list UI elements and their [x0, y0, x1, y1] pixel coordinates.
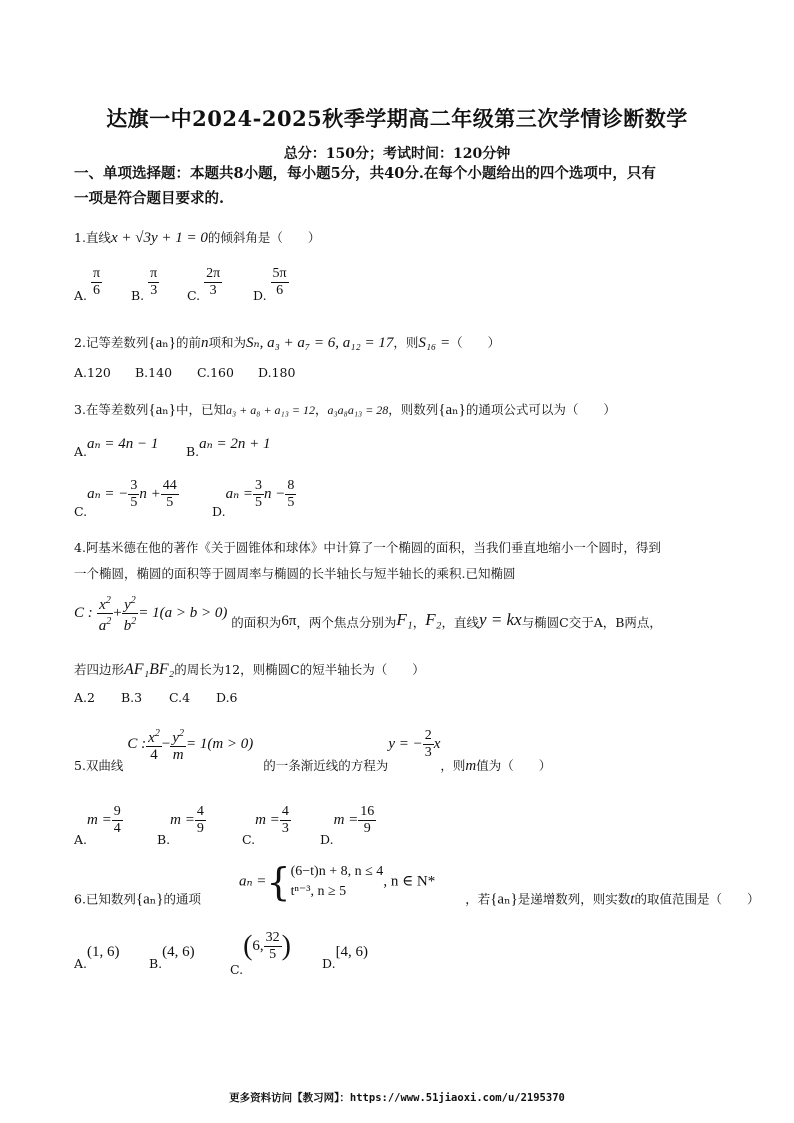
- q6-option-d-value: [4, 6): [335, 944, 369, 960]
- q6-c-den: 5: [269, 947, 277, 962]
- q1-option-c-fraction: [204, 266, 222, 299]
- q3-expression-2: a₃a₈a₁₃ = 28: [327, 403, 389, 417]
- q6-option-a-label: A.: [74, 956, 88, 971]
- q5-c-den: 3: [281, 821, 289, 836]
- q5-minus: −: [161, 736, 171, 752]
- q5-d-num: 16: [360, 804, 375, 819]
- q5-suffix: 值为（ ）: [476, 758, 552, 773]
- q3-d-frac2: [285, 478, 296, 511]
- q3-option-a-label: A.: [74, 444, 88, 459]
- q4-line4-pre: 若四边形: [74, 662, 125, 677]
- q5-frac-y: [170, 726, 186, 763]
- q4-mid2: ，两个焦点分别为: [296, 615, 397, 630]
- q6-c-num: 32: [265, 930, 280, 945]
- q5-b-frac: [195, 804, 206, 837]
- q2-n: n: [201, 335, 209, 351]
- q1-b-num: π: [150, 266, 158, 281]
- q6-c-frac: [264, 930, 282, 963]
- q4-a2: $a^2$: [98, 616, 112, 634]
- q1-suffix: 的倾斜角是（ ）: [207, 230, 321, 245]
- q2-suffix: （ ）: [450, 335, 501, 350]
- q1-option-a[interactable]: [74, 266, 102, 303]
- q5-eq-post: = 1(m > 0): [185, 736, 254, 752]
- q1-option-d[interactable]: [253, 266, 289, 303]
- q6-sequence-2: {aₙ}: [490, 891, 518, 908]
- question-5-stem: [74, 726, 551, 775]
- question-6-stem: [74, 862, 759, 909]
- q4-comma: ，: [412, 615, 426, 630]
- q1-option-d-fraction: [271, 266, 289, 299]
- q4-option-d[interactable]: D.6: [216, 690, 238, 705]
- q6-brace: {: [266, 860, 291, 904]
- q3-option-d-pre: aₙ =: [225, 486, 254, 502]
- q5-c-num: 4: [281, 804, 289, 819]
- q4-plus: +: [113, 605, 122, 621]
- q1-option-a-label: A.: [74, 288, 88, 303]
- q5-d-m: m =: [333, 812, 359, 828]
- q2-ask: S₁₆ =: [418, 335, 451, 351]
- q3-c-frac1: [128, 478, 139, 511]
- q6-option-b-label: B.: [149, 956, 163, 971]
- q3-mid2: ，则数列: [388, 402, 439, 417]
- q4-frac-x: [97, 593, 114, 634]
- q3-option-b-expr: aₙ = 2n + 1: [199, 436, 271, 452]
- q3-c-n1: 3: [130, 478, 138, 493]
- q5-option-a[interactable]: [74, 804, 123, 847]
- q3-option-d[interactable]: [212, 478, 296, 519]
- question-2-stem: [74, 333, 500, 352]
- q5-d-frac: [358, 804, 376, 837]
- q4-line-4: [74, 660, 425, 679]
- q1-option-a-fraction: [91, 266, 102, 299]
- q1-option-b-label: B.: [131, 288, 145, 303]
- q5-b-m: m =: [170, 812, 195, 828]
- q5-m: m: [465, 758, 477, 774]
- q5-prefix: 5.双曲线: [74, 758, 124, 773]
- q4-option-a[interactable]: A.2: [74, 690, 95, 705]
- q1-c-den: 3: [209, 283, 217, 298]
- q2-mid: 的前: [175, 335, 201, 350]
- q5-option-b[interactable]: [157, 804, 206, 847]
- q4-f2: F₂: [425, 610, 442, 629]
- q6-option-c-label: C.: [230, 962, 244, 977]
- q5-a-den: 4: [113, 821, 121, 836]
- q3-option-d-label: D.: [212, 504, 226, 519]
- q3-sequence-2: {aₙ}: [438, 402, 466, 418]
- q3-c-d2: 5: [166, 495, 174, 510]
- q6-case-2: tⁿ⁻³, n ≥ 5: [290, 884, 347, 899]
- q5-option-d[interactable]: [320, 804, 376, 847]
- q6-sequence: {aₙ}: [135, 891, 164, 908]
- q6-option-a[interactable]: [74, 944, 120, 971]
- exam-subtitle: 总分：150分；考试时间：120分钟: [283, 146, 511, 162]
- q6-case-1: (6−t)n + 8, n ≤ 4: [290, 864, 384, 879]
- q6-c-lparen: (: [243, 930, 253, 962]
- section-heading: [74, 161, 724, 211]
- q6-c-rparen: ): [281, 930, 291, 962]
- q1-d-num: 5π: [272, 266, 287, 281]
- q5-a-frac: [112, 804, 123, 837]
- q4-f1: F₁: [396, 610, 413, 629]
- q3-suffix: 的通项公式可以为（ ）: [465, 402, 616, 417]
- q1-expression: x + √3y + 1 = 0: [110, 230, 208, 246]
- q4-mid4: 与椭圆C交于A，B两点，: [521, 615, 662, 630]
- q2-option-d[interactable]: D.180: [258, 365, 296, 380]
- q1-option-c-label: C.: [187, 288, 201, 303]
- question-1-stem: [74, 228, 320, 247]
- q5-frac-x: [146, 726, 162, 763]
- q1-option-b-fraction: [148, 266, 159, 299]
- q4-option-c[interactable]: C.4: [169, 690, 191, 705]
- q4-line-1: 4.阿基米德在他的著作《关于圆锥体和球体》中计算了一个椭圆的面积，当我们垂直地缩小一个圆时，得到: [74, 540, 661, 555]
- q3-d-n1: 3: [255, 478, 263, 493]
- section-heading-line2: 一项是符合题目要求的.: [74, 190, 225, 207]
- q4-x2: $x^2$: [97, 593, 114, 614]
- q1-prefix: 1.直线: [74, 230, 111, 245]
- q5-c-frac: [280, 804, 291, 837]
- q4-y2: $y^2$: [122, 593, 139, 614]
- q5-asym-frac: [423, 728, 434, 761]
- q1-d-den: 6: [276, 283, 284, 298]
- q2-option-b[interactable]: B.140: [135, 365, 173, 380]
- q3-option-a-expr: aₙ = 4n − 1: [87, 436, 159, 452]
- exam-title: 达旗一中2024-2025秋季学期高二年级第三次学情诊断数学: [106, 106, 688, 131]
- q4-quadrilateral: AF₁BF₂: [124, 661, 175, 678]
- q5-m-den: m: [172, 747, 184, 763]
- question-3-stem: [74, 400, 616, 419]
- q4-ellipse-pre: C :: [74, 605, 93, 621]
- q5-mid: 的一条渐近线的方程为: [263, 758, 389, 773]
- q5-option-c-label: C.: [242, 832, 256, 847]
- q3-option-d-mid: n −: [264, 486, 286, 502]
- q6-option-b-value: (4, 6): [162, 944, 195, 960]
- q3-option-c-label: C.: [74, 504, 88, 519]
- q5-b-den: 9: [196, 821, 204, 836]
- q3-prefix: 3.在等差数列: [74, 402, 149, 417]
- q2-sequence: {aₙ}: [148, 335, 176, 351]
- q1-a-den: 6: [93, 283, 101, 298]
- q1-option-c[interactable]: [187, 266, 222, 303]
- q6-c-six: 6,: [252, 938, 264, 954]
- q5-a-num: 9: [113, 804, 121, 819]
- q4-line-2: 一个椭圆，椭圆的面积等于圆周率与椭圆的长半轴长与短半轴长的乘积.已知椭圆: [74, 566, 516, 581]
- q6-option-c[interactable]: [230, 930, 291, 977]
- q3-c-n2: 44: [162, 478, 177, 493]
- q4-mid1: 的面积为: [231, 615, 282, 630]
- q2-option-c[interactable]: C.160: [197, 365, 234, 380]
- q3-d-n2: 8: [287, 478, 295, 493]
- q5-asym-x: x: [433, 736, 441, 752]
- q5-b-num: 4: [196, 804, 204, 819]
- q4-b2: $b^2$: [123, 616, 137, 634]
- q3-mid: 中，已知: [175, 402, 226, 417]
- q5-y2: $y^2$: [172, 728, 184, 746]
- q2-expression: Sₙ, a₃ + a₇ = 6, a₁₂ = 17: [246, 335, 394, 351]
- q2-mid2: 项和为: [208, 335, 247, 350]
- q3-option-c-pre: aₙ = −: [87, 486, 129, 502]
- q6-option-b[interactable]: [149, 944, 195, 971]
- q6-mid3: 是递增数列，则实数: [517, 891, 631, 907]
- q3-expression-1: a₃ + a₈ + a₁₃ = 12: [226, 403, 315, 417]
- q3-sep: ，: [314, 402, 328, 417]
- q1-option-b[interactable]: [131, 266, 159, 303]
- q4-line4-post: 的周长为12，则椭圆C的短半轴长为（ ）: [174, 662, 425, 677]
- q3-sequence: {aₙ}: [148, 402, 176, 418]
- q3-option-a[interactable]: [74, 434, 158, 459]
- q3-option-c[interactable]: [74, 478, 179, 519]
- q3-option-b[interactable]: [186, 434, 271, 459]
- q1-option-d-label: D.: [253, 288, 267, 303]
- q2-prefix: 2.记等差数列: [74, 335, 149, 350]
- q6-option-d-label: D.: [322, 956, 336, 971]
- footer-link[interactable]: 更多资料访问【教习网】：https://www.51jiaoxi.com/u/2195370: [229, 1092, 565, 1104]
- q4-line-eq: y = kx: [479, 610, 522, 629]
- q3-c-d1: 5: [130, 495, 138, 510]
- q3-d-frac1: [253, 478, 264, 511]
- q3-option-b-label: B.: [186, 444, 200, 459]
- q3-d-d1: 5: [255, 495, 263, 510]
- q6-option-a-value: (1, 6): [87, 944, 120, 960]
- q5-option-d-label: D.: [320, 832, 334, 847]
- q3-c-frac2: [161, 478, 179, 511]
- q1-c-num: 2π: [206, 266, 221, 281]
- q4-area: 6π: [281, 613, 297, 629]
- q5-asym-pre: y = −: [388, 736, 423, 752]
- q6-prefix: 6.已知数列: [74, 891, 136, 907]
- q6-suffix: 的取值范围是（ ）: [634, 891, 760, 907]
- q5-c: C :: [127, 736, 147, 752]
- q4-ellipse-post: = 1(a > b > 0): [138, 605, 228, 621]
- q5-c-m: m =: [255, 812, 280, 828]
- section-heading-line1: 一、单项选择题：本题共8小题，每小题5分，共40分.在每个小题给出的四个选项中，只有: [74, 165, 656, 182]
- q2-mid3: ，则: [393, 335, 419, 350]
- q6-mid2: ，若: [465, 891, 491, 907]
- q6-t: t: [630, 891, 635, 908]
- q3-d-d2: 5: [287, 495, 295, 510]
- q3-option-c-mid: n +: [139, 486, 161, 502]
- q5-d-den: 9: [363, 821, 371, 836]
- q5-option-c[interactable]: [242, 804, 291, 847]
- q6-mid: 的通项: [163, 891, 201, 907]
- q6-cases: [291, 862, 384, 902]
- q4-mid3: ，直线: [441, 615, 480, 630]
- q5-option-a-label: A.: [74, 832, 88, 847]
- q6-an: aₙ =: [238, 873, 267, 890]
- q5-option-b-label: B.: [157, 832, 171, 847]
- q1-b-den: 3: [150, 283, 158, 298]
- q4-option-b[interactable]: B.3: [121, 690, 143, 705]
- q5-x2: $x^2$: [148, 728, 160, 746]
- q1-a-num: π: [93, 266, 101, 281]
- q5-four: 4: [150, 747, 158, 763]
- q6-domain: , n ∈ N*: [383, 873, 436, 890]
- q6-option-d[interactable]: [322, 944, 368, 971]
- q5-mid2: ，则: [440, 758, 466, 773]
- q5-asym-den: 3: [424, 745, 432, 760]
- question-4-stem: [74, 535, 661, 587]
- q4-ellipse-line: [74, 593, 662, 634]
- q4-frac-y: [122, 593, 139, 634]
- q2-option-a[interactable]: A.120: [74, 365, 111, 380]
- q5-a-m: m =: [87, 812, 112, 828]
- q5-asym-num: 2: [424, 728, 432, 743]
